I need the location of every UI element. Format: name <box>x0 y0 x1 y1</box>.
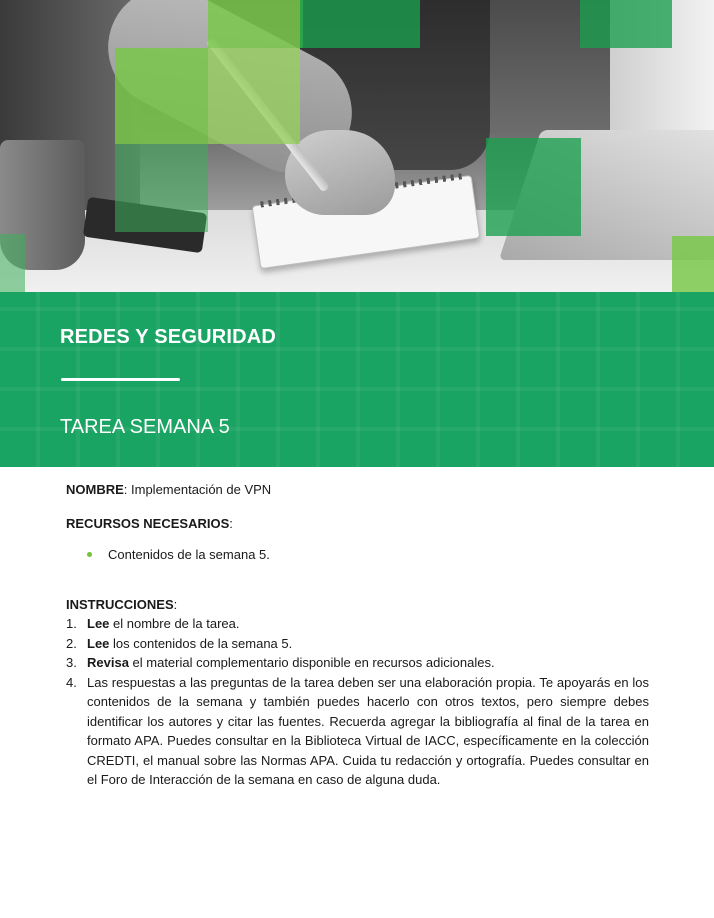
assignment-title: TAREA SEMANA 5 <box>60 416 230 438</box>
title-divider <box>61 378 180 381</box>
list-item: 1. Lee el nombre de la tarea. <box>66 616 240 631</box>
green-square-decor <box>486 138 581 236</box>
green-square-decor <box>580 0 672 48</box>
resources-label: RECURSOS NECESARIOS <box>66 515 230 531</box>
list-item: 3. Revisa el material complementario disponible en recursos adicionales. <box>66 655 495 670</box>
name-value: : Implementación de VPN <box>123 482 272 497</box>
instructions-list <box>66 614 649 790</box>
hero-photo <box>0 0 714 292</box>
assignment-body <box>66 480 649 790</box>
resources-heading: RECURSOS NECESARIOS: <box>66 515 233 531</box>
green-square-decor <box>0 234 25 292</box>
list-item: 2. Lee los contenidos de la semana 5. <box>66 635 293 651</box>
name-label: NOMBRE <box>66 482 124 497</box>
green-square-decor <box>115 48 208 144</box>
instructions-heading: INSTRUCCIONES: <box>66 596 178 612</box>
list-item: Contenidos de la semana 5. <box>66 545 649 565</box>
course-title: REDES Y SEGURIDAD <box>60 326 277 348</box>
name-line <box>66 480 649 500</box>
list-item: 4. Las respuestas a las preguntas de la tarea deben ser una elaboración propia. Te apoyarás en los contenidos de la semana y también puedes hacerlo con otros textos, pero siempre debes identificar los autores y citar las fuentes. Recuerda agregar la bibliografía al final de la tarea en formato APA. Puedes consultar en la Biblioteca Virtual de IACC, específicamente en la colección CREDTI, el manual sobre las Normas APA. Cuida tu redacción y ortografía. Puedes consultar en el Foro de Interacción de la semana en caso de alguna duda. <box>66 674 649 787</box>
title-band <box>0 292 714 467</box>
resources-list <box>66 545 649 565</box>
green-square-decor <box>115 144 208 232</box>
instructions-label: INSTRUCCIONES <box>66 596 174 612</box>
green-square-decor <box>208 48 300 144</box>
green-square-decor <box>672 236 714 292</box>
green-square-decor <box>208 0 303 48</box>
green-square-decor <box>300 0 420 48</box>
